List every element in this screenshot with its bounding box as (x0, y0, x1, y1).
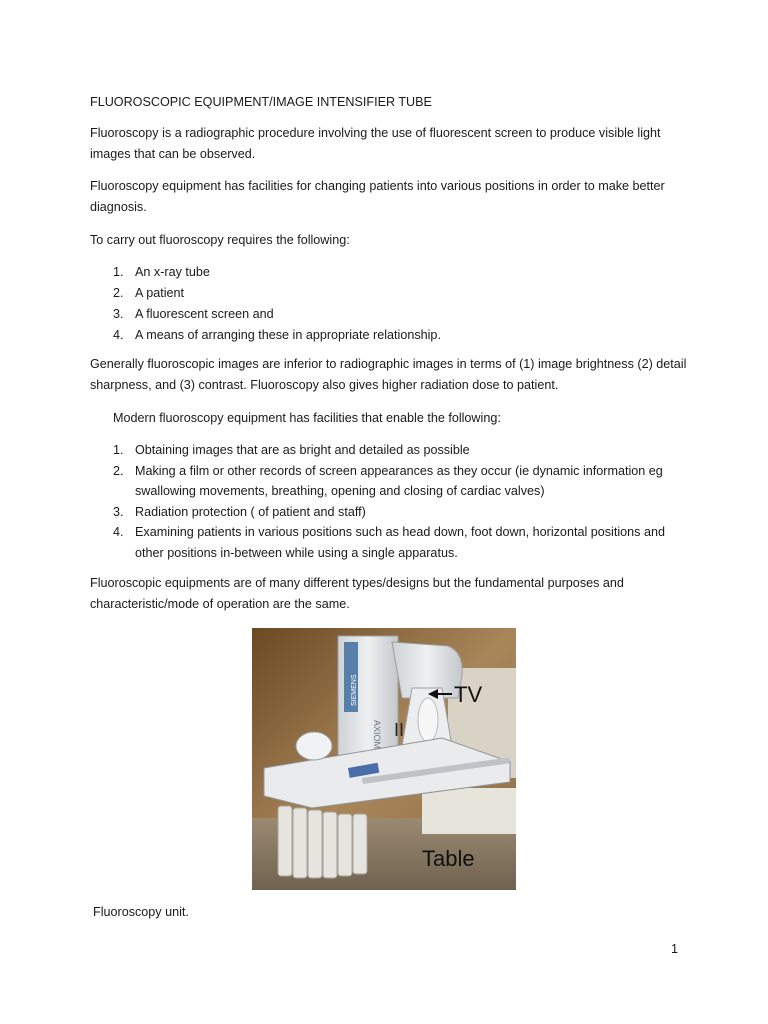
figure-caption: Fluoroscopy unit. (93, 905, 189, 919)
document-heading: FLUOROSCOPIC EQUIPMENT/IMAGE INTENSIFIER TUBE (90, 95, 432, 109)
compression-cone (296, 732, 332, 760)
list-text: A fluorescent screen and (135, 307, 274, 321)
list-number: 4. (113, 328, 124, 342)
intensifier-shading (418, 698, 438, 742)
fluoroscopy-unit-illustration (252, 628, 516, 890)
paragraph-positions: Fluoroscopy equipment has facilities for changing patients into various positions in order to make better diagnosis. (90, 179, 665, 214)
list-text: Radiation protection ( of patient and staff) (135, 504, 366, 519)
list-number: 3. (113, 504, 124, 519)
tv-label: TV (454, 682, 483, 707)
facilities-list (90, 440, 690, 563)
list-number: 2. (113, 463, 124, 478)
list-number: 1. (113, 443, 124, 457)
list-text: A means of arranging these in appropriate relationship. (135, 328, 441, 342)
list-text: Obtaining images that are as bright and detailed as possible (135, 443, 470, 457)
fluoroscopy-unit-photo (252, 628, 516, 890)
list-item (90, 283, 690, 304)
lead-apron-strips (278, 806, 367, 878)
list-item (90, 304, 690, 325)
paragraph-modern-intro: Modern fluoroscopy equipment has facilities that enable the following: (113, 411, 501, 425)
page-number: 1 (671, 942, 679, 956)
list-number: 4. (113, 525, 124, 539)
list-text: A patient (135, 286, 185, 300)
model-text: AXIOM (372, 720, 382, 750)
list-item (90, 461, 690, 502)
list-number: 3. (113, 307, 124, 321)
requirements-list (90, 262, 690, 346)
side-console (422, 788, 516, 834)
table-label: Table (422, 846, 475, 871)
list-number: 1. (113, 265, 124, 279)
list-number: 2. (113, 286, 124, 300)
paragraph-comparison: Generally fluoroscopic images are inferior to radiographic images in terms of (1) image brightness (2) detail sharpness, and (3) contrast. Fluoroscopy also gives higher radiation dose to patient. (90, 357, 687, 392)
ii-label: II (394, 720, 405, 740)
paragraph-requirements-intro: To carry out fluoroscopy requires the following: (90, 233, 350, 247)
list-item (90, 262, 690, 283)
list-item (90, 522, 690, 563)
list-text: Examining patients in various positions such as head down, foot down, horizontal positions and other positions in-between while using a single apparatus. (135, 525, 665, 560)
paragraph-types: Fluoroscopic equipments are of many different types/designs but the fundamental purposes and characteristic/mode of operation are the same. (90, 576, 624, 611)
list-text: Making a film or other records of screen appearances as they occur (ie dynamic information eg swallowing movements, breathing, opening and closing of cardiac valves) (135, 463, 663, 498)
list-item (90, 440, 690, 461)
list-item (90, 502, 690, 523)
list-text: An x-ray tube (135, 265, 210, 279)
list-item (90, 325, 690, 346)
brand-text: SIEMENS (351, 674, 358, 706)
paragraph-definition: Fluoroscopy is a radiographic procedure involving the use of fluorescent screen to produce visible light images that can be observed. (90, 126, 661, 161)
